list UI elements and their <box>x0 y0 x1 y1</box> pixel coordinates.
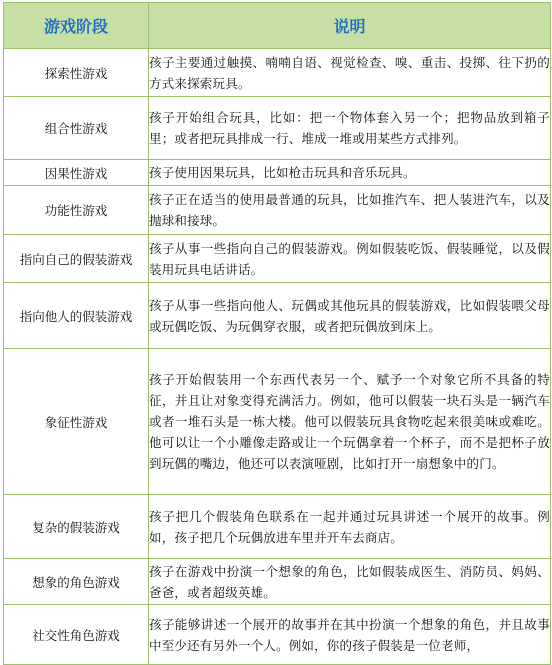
description-cell: 孩子使用因果玩具，比如枪击玩具和音乐玩具。 <box>149 160 551 186</box>
table-row <box>4 559 551 605</box>
header-stage: 游戏阶段 <box>4 3 149 49</box>
table-row <box>4 235 551 283</box>
stage-cell: 因果性游戏 <box>4 160 149 186</box>
stage-cell: 探索性游戏 <box>4 49 149 97</box>
table-row <box>4 349 551 495</box>
stage-cell: 组合性游戏 <box>4 97 149 160</box>
table-row <box>4 97 551 160</box>
description-cell: 孩子开始假装用一个东西代表另一个、赋予一个对象它所不具备的特征，并且让对象变得充满活力。例如，他可以假装一块石头是一辆汽车或者一堆石头是一栋大楼。他可以假装玩具食物吃起来很美味或难吃。他可以让一个小雕像走路或让一个玩偶拿着一个杯子，而不是把杯子放到玩偶的嘴边，他还可以表演哑剧，比如打开一扇想象中的门。 <box>149 349 551 495</box>
header-description: 说明 <box>149 3 551 49</box>
description-cell: 孩子在游戏中扮演一个想象的角色，比如假装成医生、消防员、妈妈、爸爸，或者超级英雄。 <box>149 559 551 605</box>
description-cell: 孩子能够讲述一个展开的故事并在其中扮演一个想象的角色，并且故事中至少还有另外一个人。例如，你的孩子假装是一位老师， <box>149 605 551 665</box>
description-cell: 孩子把几个假装角色联系在一起并通过玩具讲述一个展开的故事。例如，孩子把几个玩偶放进车里并开车去商店。 <box>149 495 551 559</box>
table-row <box>4 283 551 349</box>
table-header-row <box>4 3 551 49</box>
table-row <box>4 605 551 665</box>
table-row <box>4 49 551 97</box>
stage-cell: 象征性游戏 <box>4 349 149 495</box>
table-row <box>4 186 551 235</box>
table-row <box>4 160 551 186</box>
play-stages-table <box>3 2 551 665</box>
stage-cell: 复杂的假装游戏 <box>4 495 149 559</box>
stage-cell: 社交性角色游戏 <box>4 605 149 665</box>
stage-cell: 指向自己的假装游戏 <box>4 235 149 283</box>
description-cell: 孩子主要通过触摸、喃喃自语、视觉检查、嗅、重击、投掷、往下扔的方式来探索玩具。 <box>149 49 551 97</box>
stage-cell: 想象的角色游戏 <box>4 559 149 605</box>
stage-cell: 功能性游戏 <box>4 186 149 235</box>
description-cell: 孩子从事一些指向他人、玩偶或其他玩具的假装游戏，比如假装喂父母或玩偶吃饭、为玩偶穿衣服，或者把玩偶放到床上。 <box>149 283 551 349</box>
description-cell: 孩子正在适当的使用最普通的玩具，比如推汽车、把人装进汽车，以及抛球和接球。 <box>149 186 551 235</box>
stage-cell: 指向他人的假装游戏 <box>4 283 149 349</box>
description-cell: 孩子从事一些指向自己的假装游戏。例如假装吃饭、假装睡觉，以及假装用玩具电话讲话。 <box>149 235 551 283</box>
table-row <box>4 495 551 559</box>
description-cell: 孩子开始组合玩具，比如：把一个物体套入另一个；把物品放到箱子里；或者把玩具排成一行、堆成一堆或用某些方式排列。 <box>149 97 551 160</box>
